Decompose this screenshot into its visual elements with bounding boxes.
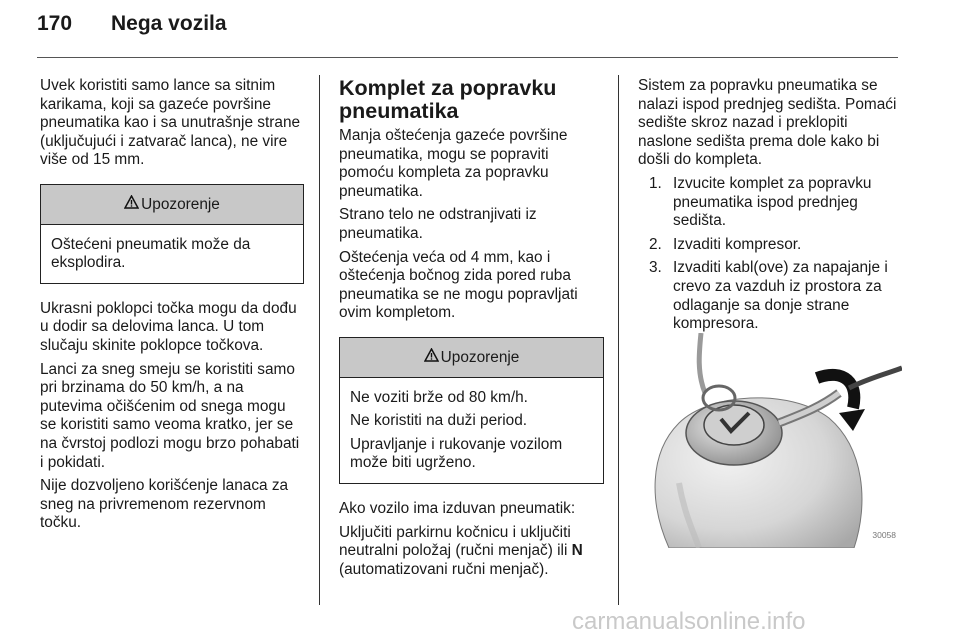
column-divider bbox=[319, 75, 320, 605]
paragraph: Nije dozvoljeno korišćenje lanaca za sneg na privremenom rezervnom točku. bbox=[40, 477, 289, 532]
step-text: Izvaditi kompresor. bbox=[673, 235, 802, 253]
steps-list bbox=[649, 175, 904, 334]
section-heading: Komplet za popravku pneumatika bbox=[339, 76, 557, 123]
warning-line: Oštećeni pneumatik može da eksplodira. bbox=[51, 235, 251, 272]
step-text: Izvucite komplet za popravku pneumatika ispod prednjeg sedišta. bbox=[673, 174, 872, 230]
column-3 bbox=[638, 77, 904, 339]
list-item bbox=[649, 175, 904, 231]
column-2 bbox=[339, 77, 604, 584]
column-divider bbox=[618, 75, 619, 605]
warning-box bbox=[40, 184, 304, 284]
paragraph-gear bbox=[339, 524, 604, 580]
page-header bbox=[37, 12, 227, 42]
warning-header bbox=[340, 338, 603, 378]
steps-list-wrap bbox=[649, 175, 904, 334]
header-divider bbox=[37, 57, 898, 58]
warning-body bbox=[340, 378, 603, 483]
figure-code: 30058 bbox=[872, 530, 896, 540]
list-item bbox=[649, 236, 904, 255]
text-run: Uključiti parkirnu kočnicu i uključiti neutralni položaj (ručni menjač) ili bbox=[339, 523, 572, 560]
paragraph: Ukrasni poklopci točka mogu da dođu u dodir sa delovima lanca. U tom slučaju skinite poklopce točkova. bbox=[40, 299, 297, 354]
text-run: (automatizovani ručni menjač). bbox=[339, 560, 549, 578]
warning-icon bbox=[124, 195, 139, 214]
compressor-drawing bbox=[639, 333, 902, 548]
paragraph: Oštećenja veća od 4 mm, kao i oštećenja bočnog zida pored ruba pneumatika se ne mogu popravljati ovim kompletom. bbox=[339, 248, 578, 322]
paragraph: Ako vozilo ima izduvan pneumatik: bbox=[339, 499, 576, 517]
warning-line: Ne voziti brže od 80 km/h. bbox=[350, 388, 528, 406]
paragraph: Lanci za sneg smeju se koristiti samo pri brzinama do 50 km/h, a na putevima očišćenim od snega mogu se koristiti samo veoma kratko, jer se na čvrstoj podlozi mogu brzo pohabati i pokidati. bbox=[40, 360, 300, 471]
column-1 bbox=[40, 77, 304, 538]
list-item bbox=[649, 259, 904, 333]
step-number: 3. bbox=[649, 259, 662, 277]
chains-intro: Uvek koristiti samo lance sa sitnim karikama, koji sa gazeće površine pneumatika kao i sa unutrašnje strane (uključujući i zatvarač lanca), ne vire više od 15 mm. bbox=[40, 77, 301, 169]
step-number: 1. bbox=[649, 174, 662, 192]
compressor-illustration bbox=[639, 333, 902, 548]
paragraph: Strano telo ne odstranjivati iz pneumatika. bbox=[339, 206, 537, 242]
step-text: Izvaditi kabl(ove) za napajanje i crevo za vazduh iz prostora za odlaganje sa donje strane kompresora. bbox=[673, 259, 888, 333]
warning-box bbox=[339, 337, 604, 484]
gear-letter: N bbox=[571, 542, 583, 560]
warning-title: Upozorenje bbox=[141, 195, 220, 213]
section-title: Nega vozila bbox=[111, 12, 227, 35]
page-number: 170 bbox=[37, 12, 73, 35]
warning-header bbox=[41, 185, 303, 225]
warning-icon bbox=[424, 348, 439, 367]
warning-title: Upozorenje bbox=[440, 348, 520, 366]
warning-body bbox=[41, 225, 303, 283]
watermark: carmanualsonline.info bbox=[572, 608, 806, 635]
warning-line: Ne koristiti na duži period. bbox=[350, 412, 528, 430]
warning-line: Upravljanje i rukovanje vozilom može biti ugrženo. bbox=[350, 435, 563, 472]
paragraph: Sistem za popravku pneumatika se nalazi ispod prednjeg sedišta. Pomaći sedište skroz nazad i preklopiti naslone sedišta prema dole kako bi došli do kompleta. bbox=[638, 77, 897, 169]
step-number: 2. bbox=[649, 235, 662, 253]
paragraph: Manja oštećenja gazeće površine pneumatika, mogu se popraviti pomoću kompleta za popravku pneumatika. bbox=[339, 127, 568, 200]
